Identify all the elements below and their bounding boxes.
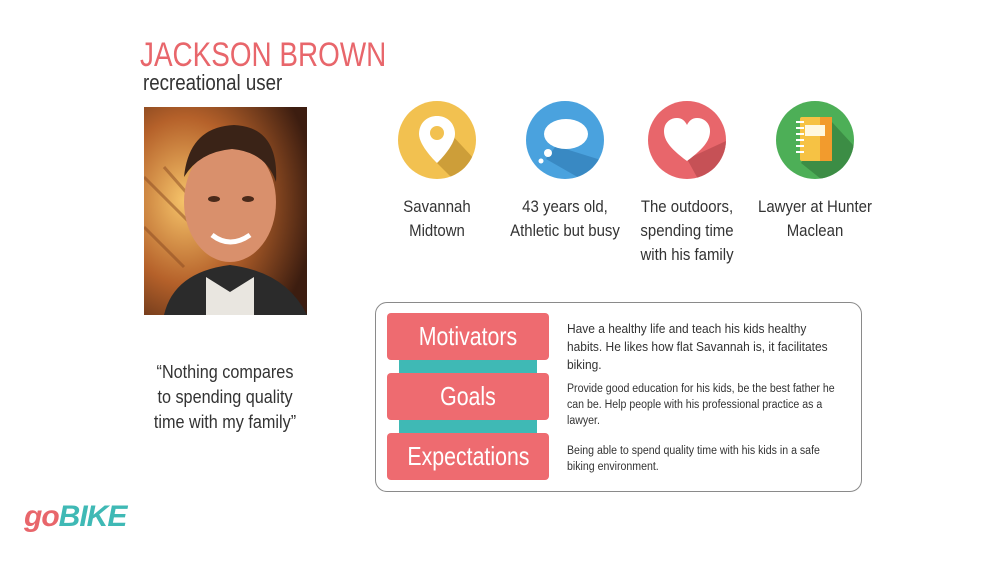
expectations-text: Being able to spend quality time with his kids in a safe biking environment. (567, 445, 820, 473)
fact-label: The outdoors, spending time with his family (640, 197, 734, 264)
expectations-label: Expectations (387, 433, 549, 480)
motivators-label: Motivators (387, 313, 549, 360)
fact-interests (617, 101, 757, 267)
fact-age (495, 101, 635, 243)
fact-label: 43 years old, Athletic but busy (510, 197, 620, 240)
connector-bar (399, 420, 537, 434)
fact-label: Savannah Midtown (403, 197, 471, 240)
location-pin-icon (398, 101, 476, 179)
fact-occupation (745, 101, 885, 243)
persona-role: recreational user (143, 70, 283, 95)
motivators-text: Have a healthy life and teach his kids healthy habits. He likes how flat Savannah is, it facilitates biking. (567, 321, 828, 372)
speech-bubble-icon (526, 101, 604, 179)
notebook-icon (776, 101, 854, 179)
gobike-logo: goBIKE (24, 500, 127, 533)
persona-photo (144, 107, 307, 315)
fact-location (367, 101, 507, 243)
heart-icon (648, 101, 726, 179)
persona-name: JACKSON BROWN (140, 36, 387, 74)
persona-quote: “Nothing compares to spending quality time with my family” (153, 362, 297, 432)
goals-label: Goals (387, 373, 549, 420)
fact-label: Lawyer at Hunter Maclean (758, 197, 872, 240)
goals-text: Provide good education for his kids, be the best father he can be. Help people with his professional practice as a lawyer. (567, 383, 835, 427)
connector-bar (399, 360, 537, 374)
